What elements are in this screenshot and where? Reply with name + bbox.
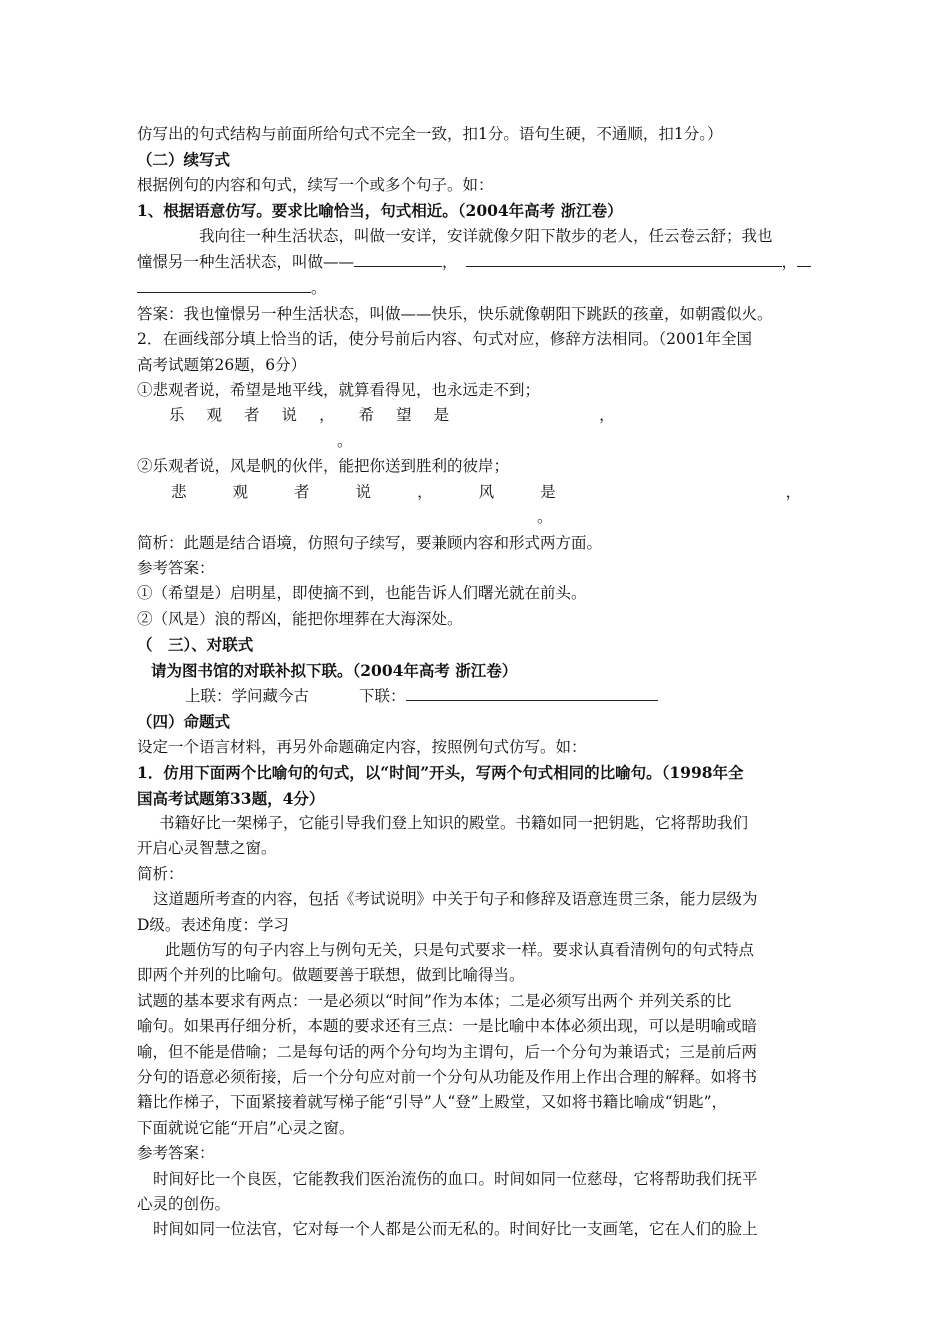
question-title: 1、根据语意仿写。要求比喻恰当，句式相近。（2004年高考 浙江卷） [137, 201, 623, 221]
lower-couplet-label: 下联： [359, 686, 406, 705]
question-line: 2．在画线部分填上恰当的话，使分号前后内容、句式对应，修辞方法相同。（2001年全国 [137, 330, 753, 349]
couplet-line [137, 683, 827, 709]
text-line: 根据例句的内容和句式，续写一个或多个句子。如： [137, 175, 494, 194]
char: 者 [294, 482, 310, 501]
text-fragment: 。 [311, 279, 327, 298]
question-title: 1．仿用下面两个比喻句的句式，以“时间”开头，写两个句式相同的比喻句。（1998年全 [137, 763, 744, 783]
char: 悲 [171, 482, 187, 501]
char: ， [785, 482, 802, 501]
char: 说 [355, 482, 372, 501]
answer-blank[interactable] [406, 683, 658, 701]
text-line: 简析：此题是结合语境，仿照句子续写，要兼顾内容和形式两方面。 [137, 533, 603, 552]
text-line: 我向往一种生活状态，叫做一安详，安详就像夕阳下散步的老人，任云卷云舒；我也 [199, 226, 773, 245]
spread-line [137, 480, 827, 505]
text-line: 书籍好比一架梯子，它能引导我们登上知识的殿堂。书籍如同一把钥匙，它将帮助我们 [159, 813, 749, 832]
char: 观 [232, 482, 249, 501]
answer-line: 时间如同一位法官，它对每一个人都是公而无私的。时间好比一支画笔，它在人们的脸上 [153, 1220, 758, 1239]
answer-line: ②（风是）浪的帮凶，能把你埋葬在大海深处。 [137, 609, 463, 628]
answer-blank[interactable] [466, 249, 782, 267]
upper-couplet: 上联：学问藏今古 [185, 686, 310, 705]
spread-line [137, 403, 827, 428]
text-line: 参考答案： [137, 558, 215, 577]
char: 是 [433, 406, 450, 425]
char: 观 [206, 406, 223, 425]
char: 说 [281, 406, 298, 425]
answer-line: 答案：我也憧憬另一种生活状态，叫做——快乐，快乐就像朝阳下跳跃的孩童，如朝霞似火。 [137, 304, 773, 323]
char: ， [319, 406, 335, 425]
text-line: 试题的基本要求有两点：一是必须以“时间”作为本体；二是必须写出两个 并列关系的比 [137, 991, 732, 1010]
question-title: 请为图书馆的对联补拟下联。（2004年高考 浙江卷） [151, 660, 518, 680]
text-line: 。 [337, 431, 353, 450]
text-line: 喻句。如果再仔细分析，本题的要求还有三点：一是比喻中本体必须出现，可以是明喻或暗 [137, 1017, 758, 1036]
text-line: 参考答案： [137, 1144, 215, 1163]
text-line: D级。表述角度：学习 [137, 915, 289, 934]
section-heading: （二）续写式 [137, 150, 231, 170]
section-heading: （ 三）、对联式 [137, 635, 254, 655]
text-line: 。 [537, 508, 553, 527]
char: 风 [478, 482, 495, 501]
text-line: 开启心灵智慧之窗。 [137, 839, 277, 858]
text-line: 分句的语意必须衔接，后一个分句应对前一个分句从功能及作用上作出合理的解释。如将书 [137, 1068, 758, 1087]
text-line: 喻，但不能是借喻；二是每句话的两个分句均为主谓句，后一个分句为兼语式；三是前后两 [137, 1042, 758, 1061]
text-fragment: ， [442, 253, 458, 272]
text-line: 籍比作梯子，下面紧接着就写梯子能“引导”人“登”上殿堂，又如将书籍比喻成“钥匙”， [137, 1093, 728, 1112]
char: 希 [358, 406, 375, 425]
text-fragment: 憧憬另一种生活状态，叫做—— [137, 253, 355, 272]
text-line: 这道题所考查的内容，包括《考试说明》中关于句子和修辞及语意连贯三条，能力层级为 [153, 890, 758, 909]
char: ， [417, 482, 433, 501]
char: ， [599, 406, 615, 425]
answer-blank[interactable] [354, 249, 442, 267]
text-line: 即两个并列的比喻句。做题要善于联想，做到比喻得当。 [137, 966, 525, 985]
answer-blank[interactable] [137, 275, 311, 293]
question-title: 国高考试题第33题，4分） [137, 788, 325, 808]
text-line: 仿写出的句式结构与前面所给句式不完全一致，扣1分。语句生硬，不通顺，扣1分。） [137, 125, 723, 143]
fill-line [137, 275, 827, 301]
text-line: 此题仿写的句子内容上与例句无关，只是句式要求一样。要求认真看清例句的句式特点 [165, 941, 755, 959]
answer-line: 时间好比一个良医，它能教我们医治流伤的血口。时间如同一位慈母，它将帮助我们抚平 [153, 1169, 758, 1188]
answer-line: ①（希望是）启明星，即使摘不到，也能告诉人们曙光就在前头。 [137, 584, 587, 603]
text-line: 简析： [137, 864, 184, 883]
fill-line [137, 249, 827, 275]
char: 是 [540, 482, 556, 501]
char: 望 [396, 406, 412, 425]
answer-line: 心灵的创伤。 [137, 1195, 231, 1214]
text-line: 设定一个语言材料，再另外命题确定内容，按照例句式仿写。如： [137, 737, 587, 756]
char: 者 [244, 406, 260, 425]
text-line: ②乐观者说，风是帆的伙伴，能把你送到胜利的彼岸； [137, 457, 510, 476]
answer-blank[interactable] [797, 249, 811, 267]
text-line: 下面就说它能“开启”心灵之窗。 [137, 1118, 355, 1137]
char: 乐 [169, 406, 185, 425]
text-fragment: ， [781, 253, 798, 272]
section-heading: （四）命题式 [137, 712, 231, 732]
text-line: ①悲观者说，希望是地平线，就算看得见，也永远走不到； [137, 381, 541, 400]
document-page [137, 122, 827, 1243]
question-line: 高考试题第26题，6分） [137, 355, 307, 374]
